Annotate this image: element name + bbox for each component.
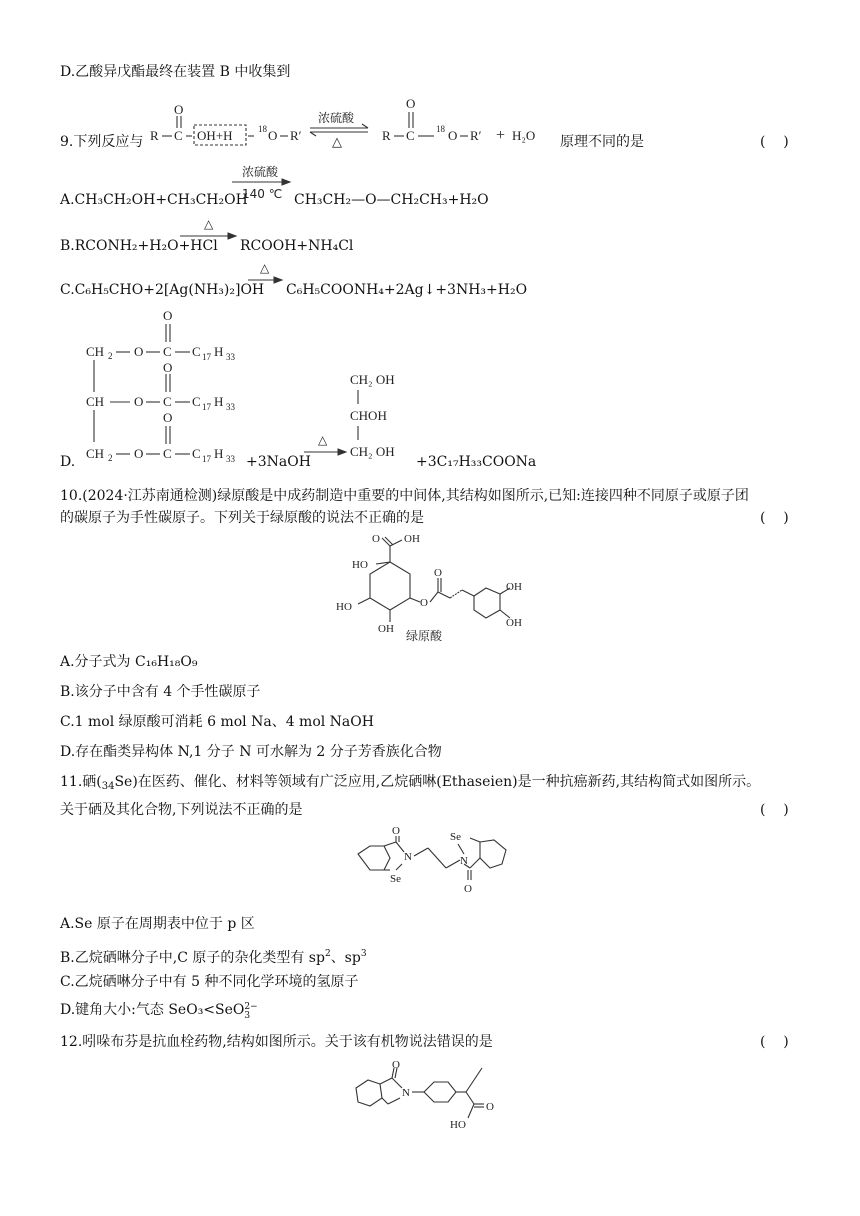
q9-scheme-water: H₂O xyxy=(512,128,536,143)
svg-text:N: N xyxy=(402,1087,410,1099)
q9-stem-suffix: 原理不同的是 xyxy=(560,134,644,150)
q9-option-c-products: C₆H₅COONH₄+2Ag↓+3NH₃+H₂O xyxy=(286,282,528,298)
q9-scheme-isotope-1: 18 xyxy=(258,124,267,134)
svg-text:CH: CH xyxy=(86,394,105,409)
svg-text:O: O xyxy=(134,446,144,461)
svg-text:H: H xyxy=(214,394,224,409)
svg-text:O: O xyxy=(464,883,472,895)
q9-option-c-reactants: C.C₆H₅CHO+2[Ag(NH₃)₂]OH xyxy=(60,282,265,298)
q9-esterification-scheme xyxy=(146,94,556,158)
q9-scheme-catalyst: 浓硫酸 xyxy=(318,111,355,125)
svg-text:17: 17 xyxy=(202,402,211,412)
svg-text:O: O xyxy=(134,394,144,409)
q9-scheme-oh-h: OH+H xyxy=(197,128,233,143)
q11-stem-line2: 关于硒及其化合物,下列说法不正确的是 xyxy=(60,802,303,818)
svg-text:33: 33 xyxy=(226,352,235,362)
svg-text:Se: Se xyxy=(390,873,401,885)
svg-text:CH₂ OH: CH₂ OH xyxy=(350,444,395,459)
svg-text:CH: CH xyxy=(86,344,105,359)
svg-text:N: N xyxy=(404,851,412,863)
svg-text:N: N xyxy=(460,855,468,867)
q12-stem: 12.吲哚布芬是抗血栓药物,结构如图所示。关于该有机物说法错误的是 xyxy=(60,1034,493,1050)
q11-option-b: B.乙烷硒啉分子中,C 原子的杂化类型有 $sp^2$、$sp^3$ xyxy=(60,949,367,966)
svg-text:O: O xyxy=(134,344,144,359)
q9-option-a-products: CH₃CH₂—O—CH₂CH₃+H₂O xyxy=(294,192,489,208)
svg-text:Se: Se xyxy=(450,831,461,843)
q9-scheme-r2: R′ xyxy=(290,128,302,143)
q8-option-d: D.乙酸异戊酯最终在装置 B 中收集到 xyxy=(60,64,291,80)
q9-option-a-arrow xyxy=(230,162,294,206)
svg-text:17: 17 xyxy=(202,454,211,464)
q9-scheme-c-product: C xyxy=(406,128,415,143)
svg-text:O: O xyxy=(486,1101,494,1113)
q9-scheme-c: C xyxy=(174,128,183,143)
q10-chlorogenic-acid-structure xyxy=(330,532,530,648)
svg-text:OH: OH xyxy=(378,623,394,635)
q12-answer-paren: ( ) xyxy=(760,1034,789,1050)
q11-option-d: D.键角大小:气态 SeO₃<SeO 2− 3 xyxy=(60,1002,258,1021)
svg-text:C: C xyxy=(163,344,172,359)
svg-text:O: O xyxy=(372,533,380,545)
q11-stem-line1: 11.硒$(_{34}Se)$在医药、催化、材料等领域有广泛应用,乙烷硒啉(Ethaseien)是一种抗癌新药,其结构简式如图所示。 xyxy=(60,774,761,792)
q10-option-d: D.存在酯类异构体 N,1 分子 N 可水解为 2 分子芳香族化合物 xyxy=(60,744,442,760)
q10-option-c: C.1 mol 绿原酸可消耗 6 mol Na、4 mol NaOH xyxy=(60,714,374,730)
q9-option-a-catalyst: 浓硫酸 xyxy=(242,165,279,179)
q9-option-b-heat: △ xyxy=(204,217,214,231)
svg-text:O: O xyxy=(163,308,173,323)
q10-stem-line1: 10.(2024·江苏南通检测)绿原酸是中成药制造中重要的中间体,其结构如图所示,已知:连接四种不同原子或原子团 xyxy=(60,488,749,504)
q9-option-c-arrow xyxy=(246,260,286,290)
q9-option-a-reactants: A.CH₃CH₂OH+CH₃CH₂OH xyxy=(60,192,248,208)
q10-option-b: B.该分子中含有 4 个手性碳原子 xyxy=(60,684,261,700)
q9-option-b-reactants: B.RCONH₂+H₂O+HCl xyxy=(60,238,218,254)
svg-text:C: C xyxy=(163,394,172,409)
svg-text:2: 2 xyxy=(108,453,113,463)
q9-scheme-o-product: O xyxy=(448,128,458,143)
svg-text:CH₂ OH: CH₂ OH xyxy=(350,372,395,387)
svg-text:O: O xyxy=(163,360,173,375)
svg-text:O: O xyxy=(434,567,442,579)
q9-option-b-products: RCOOH+NH₄Cl xyxy=(240,238,354,254)
svg-text:C: C xyxy=(192,394,201,409)
q11-answer-paren: ( ) xyxy=(760,802,789,818)
q9-scheme-plus: + xyxy=(496,127,506,144)
q11-option-a: A.Se 原子在周期表中位于 p 区 xyxy=(60,916,255,932)
q9-option-d-label: D. xyxy=(60,454,76,470)
q9-scheme-r2-product: R′ xyxy=(470,128,482,143)
q9-option-b-arrow xyxy=(178,216,240,246)
q9-option-a-temperature: 140 ℃ xyxy=(242,187,283,201)
q9-option-d-triglyceride xyxy=(80,302,260,472)
q10-stem-line2: 的碳原子为手性碳原子。下列关于绿原酸的说法不正确的是 xyxy=(60,510,424,526)
svg-text:OH: OH xyxy=(506,581,522,593)
q9-option-d-heat: △ xyxy=(318,433,328,447)
svg-text:CHOH: CHOH xyxy=(350,408,387,423)
q11-option-c: C.乙烷硒啉分子中有 5 种不同化学环境的氢原子 xyxy=(60,974,359,990)
q9-scheme-r: R xyxy=(150,128,159,143)
q10-option-a: A.分子式为 C₁₆H₁₈O₉ xyxy=(60,654,198,670)
svg-text:33: 33 xyxy=(226,402,235,412)
q9-scheme-carbonyl-o: O xyxy=(174,102,184,117)
q9-scheme-o: O xyxy=(268,128,278,143)
svg-text:C: C xyxy=(192,344,201,359)
svg-text:HO: HO xyxy=(450,1119,466,1131)
svg-text:HO: HO xyxy=(352,559,368,571)
q11-ethaselen-structure xyxy=(352,824,522,904)
svg-text:O: O xyxy=(392,825,400,837)
q9-option-d-product: +3C₁₇H₃₃COONa xyxy=(416,454,537,470)
q9-option-d-arrow xyxy=(302,432,350,462)
q9-scheme-heat: △ xyxy=(332,134,342,149)
svg-text:O: O xyxy=(420,597,428,609)
q9-option-c-heat: △ xyxy=(260,261,270,275)
q12-indobufen-structure xyxy=(350,1060,530,1136)
q9-option-d-glycerol xyxy=(346,368,416,468)
svg-text:2: 2 xyxy=(108,351,113,361)
q10-structure-name: 绿原酸 xyxy=(406,629,443,643)
q9-scheme-carbonyl-o-product: O xyxy=(406,96,416,111)
svg-text:O: O xyxy=(163,410,173,425)
svg-text:33: 33 xyxy=(226,454,235,464)
svg-text:H: H xyxy=(214,344,224,359)
q9-option-d-reagent: +3NaOH xyxy=(246,454,311,470)
svg-text:C: C xyxy=(192,446,201,461)
q10-answer-paren: ( ) xyxy=(760,510,789,526)
svg-text:OH: OH xyxy=(404,533,420,545)
svg-text:17: 17 xyxy=(202,352,211,362)
q9-scheme-r-product: R xyxy=(382,128,391,143)
q9-stem-prefix: 9.下列反应与 xyxy=(60,134,144,150)
svg-text:CH: CH xyxy=(86,446,105,461)
svg-text:C: C xyxy=(163,446,172,461)
svg-text:OH: OH xyxy=(506,617,522,629)
svg-text:O: O xyxy=(392,1060,400,1071)
q9-answer-paren: ( ) xyxy=(760,134,789,150)
svg-text:H: H xyxy=(214,446,224,461)
svg-text:HO: HO xyxy=(336,601,352,613)
q9-scheme-isotope-2: 18 xyxy=(436,124,445,134)
